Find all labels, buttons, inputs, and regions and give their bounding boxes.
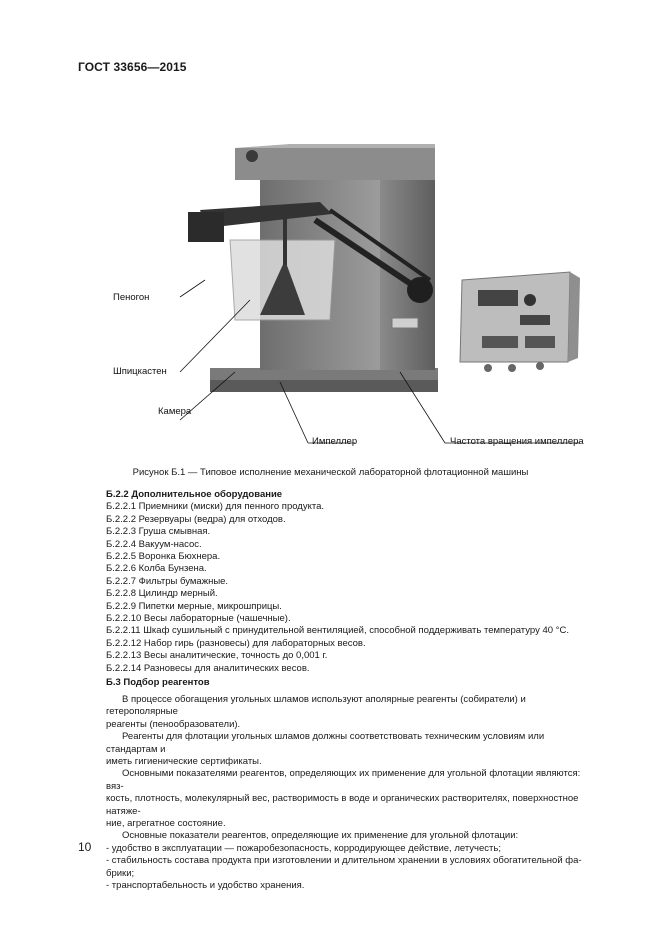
list-item: Б.2.2.5 Воронка Бюхнера. (106, 551, 221, 563)
pulley (407, 277, 433, 303)
list-item: Б.2.2.7 Фильтры бумажные. (106, 575, 229, 587)
panel-display-2 (520, 315, 550, 325)
section-additional-equipment (106, 489, 586, 690)
list-item: Б.2.2.12 Набор гирь (разновесы) для лабораторных весов. (106, 637, 366, 649)
label-penogon: Пеногон (113, 292, 150, 303)
panel-display-1 (478, 290, 518, 306)
paragraph-line: ние, агрегатное состояние. (106, 818, 226, 830)
section-heading: Б.3 Подбор реагентов (106, 677, 210, 689)
label-impeller: Импеллер (312, 436, 358, 447)
paragraph-line: - транспортабельность и удобство хранения. (106, 880, 305, 892)
control-panel (460, 272, 570, 362)
machine-base-side (210, 380, 438, 392)
froth-paddle (188, 212, 224, 242)
list-item: Б.2.2.2 Резервуары (ведра) для отходов. (106, 513, 286, 525)
list-item: Б.2.2.10 Весы лабораторные (чашечные). (106, 613, 291, 625)
label-kamera: Камера (158, 406, 192, 417)
equipment-list (106, 501, 586, 675)
label-shpitskasten: Шпицкастен (113, 366, 167, 377)
paragraph-line: брики; (106, 867, 135, 879)
section-reagent-selection (106, 694, 586, 893)
speed-knob (524, 294, 536, 306)
list-item: Б.2.2.1 Приемники (миски) для пенного продукта. (106, 501, 325, 513)
paragraph-line: Основные показатели реагентов, определяющие их применение для угольной флотации: (122, 830, 519, 842)
list-item: Б.2.2.13 Весы аналитические, точность до 0,001 г. (106, 650, 328, 662)
list-item: Б.2.2.4 Вакуум-насос. (106, 538, 202, 550)
paragraph-line: В процессе обогащения угольных шламов используют аполярные реагенты (собиратели) и гетерополярные (106, 694, 526, 718)
figure-caption: Рисунок Б.1 — Типовое исполнение механической лабораторной флотационной машины (132, 467, 529, 478)
machine-head (235, 148, 435, 180)
paragraph-line: реагенты (пенообразователи). (106, 718, 241, 730)
section-heading: Б.2.2 Дополнительное оборудование (106, 489, 283, 500)
list-item: Б.2.2.6 Колба Бунзена. (106, 563, 207, 575)
list-item: Б.2.2.14 Разновесы для аналитических весов. (106, 662, 310, 674)
paragraph-line: иметь гигиенические сертификаты. (106, 756, 262, 768)
list-item: Б.2.2.9 Пипетки мерные, микрошприцы. (106, 600, 282, 612)
flotation-machine-figure (100, 140, 600, 460)
list-item: Б.2.2.11 Шкаф сушильный с принудительной вентиляцией, способной поддерживать температуру 40 °С. (106, 625, 569, 637)
label-rotation-speed: Частота вращения импеллера (450, 436, 584, 447)
list-item: Б.2.2.3 Груша смывная. (106, 526, 211, 538)
machine-column-side (380, 180, 435, 370)
paragraph-line: кость, плотность, молекулярный вес, растворимость в воде и органических растворителях, поверхностное натяже- (106, 793, 579, 817)
paragraph-line: - стабильность состава продукта при изготовлении и длительном хранении в условиях обогатительной фа- (106, 855, 582, 867)
paragraph-line: Реагенты для флотации угольных шламов должны соответствовать техническим условиям или стандартам и (106, 731, 545, 755)
list-item: Б.2.2.8 Цилиндр мерный. (106, 588, 218, 600)
paragraph-line: Основными показателями реагентов, определяющих их применение для угольной флотации являются: вяз- (106, 768, 581, 792)
page-number: 10 (78, 840, 92, 854)
standard-title: ГОСТ 33656—2015 (78, 60, 187, 74)
paragraph-line: - удобство в эксплуатации — пожаробезопасность, корродирующее действие, летучесть; (106, 842, 501, 854)
